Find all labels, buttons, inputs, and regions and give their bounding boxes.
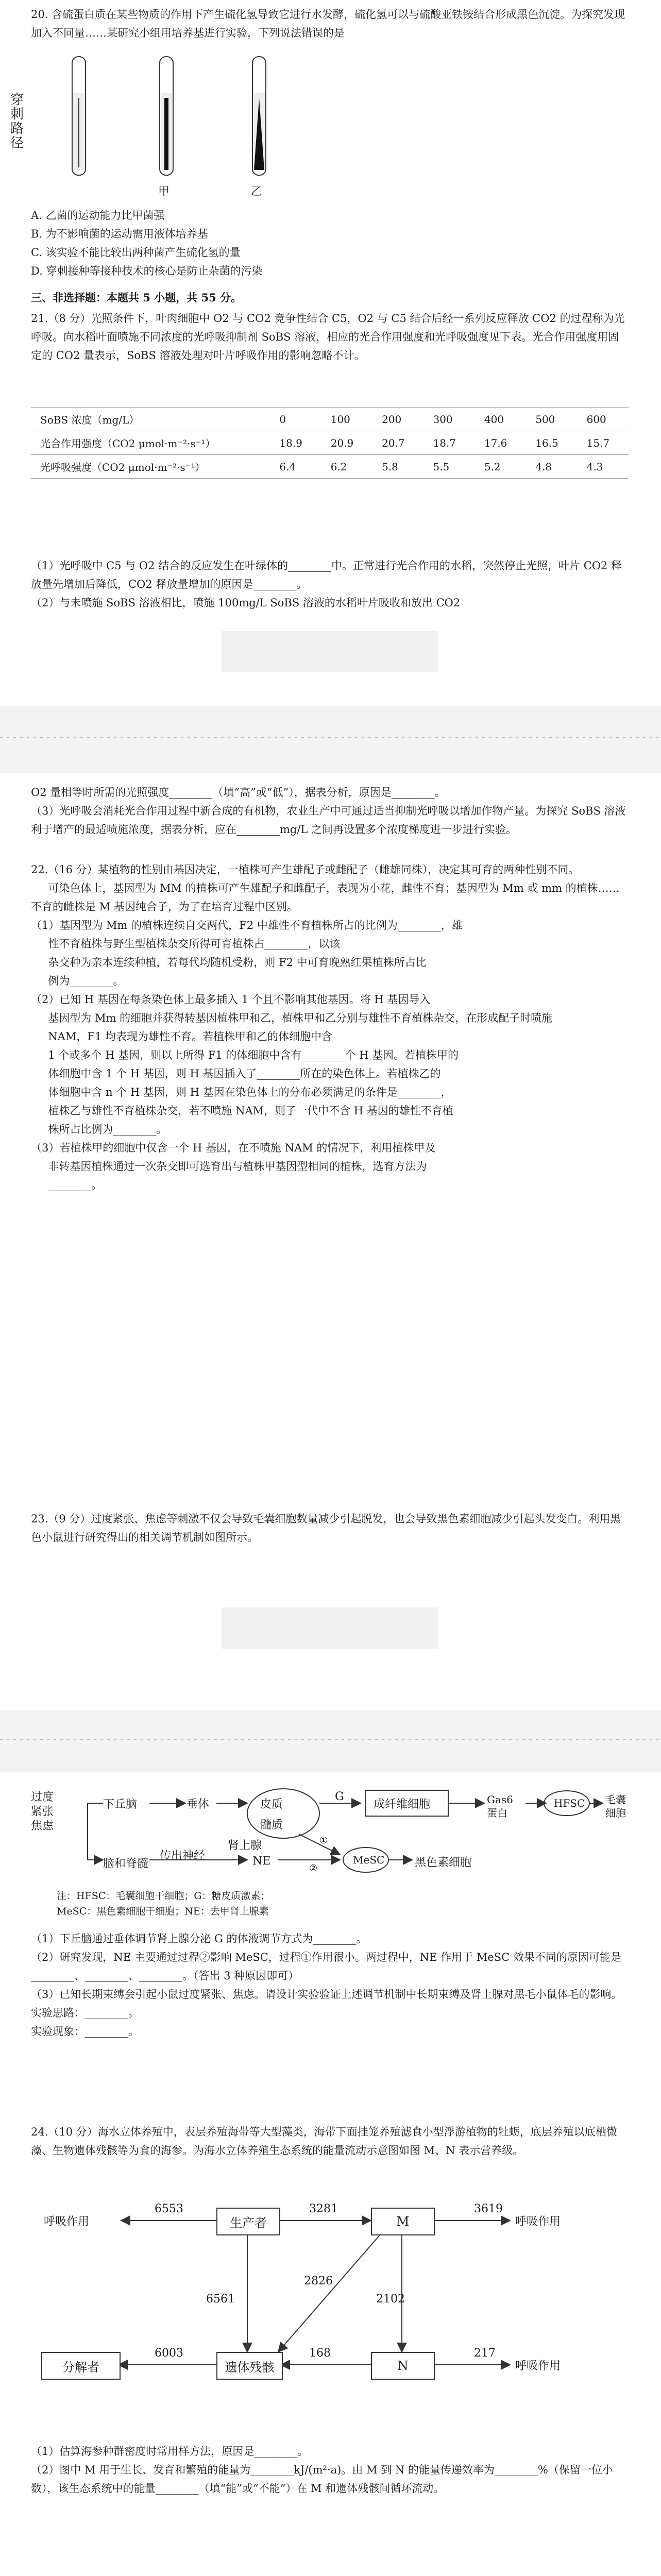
table-cell: 16.5	[526, 431, 577, 455]
node-hair-follicle: 毛囊细胞	[605, 1793, 626, 1819]
sobs-table	[31, 407, 629, 479]
option-a: A. 乙菌的运动能力比甲菌强	[31, 209, 165, 222]
table-cell: 100	[321, 408, 372, 431]
arrow	[278, 2233, 381, 2352]
table-cell: 17.6	[475, 431, 526, 455]
node-efferent-nerve: 传出神经	[160, 1850, 206, 1862]
flow-value: 6553	[155, 2202, 183, 2215]
question-22: 22.（16 分）某植物的性别由基因决定，一植株可产生雄配子或雌配子（雌雄同株），决定其可育的两种性别不同。 可染色体上，基因型为 MM 的植株可产生雄配子和雌配子，表现为小花，雌性不育；基因型为 Mm 或 mm 的植株……不育的雌株是 M 基因纯合子，为了在培育过程中区别。 （1）基因型为 Mm 的植株连续自交两代，F2 中雄性不育植株所占的比例为________，雄 性不育植株与野生型植株杂交所得可育植株占________，以该 杂交种为亲本连续种植，若每代均随机受粉，则 F2 中可育晚熟红果植株所占比 例为________。 （2）已知 H 基因在每条染色体上最多插入 1 个且不影响其他基因。将 H 基因导入 基因型为 Mm 的细胞并获得转基因植株甲和乙，植株甲和乙分别与雄性不育植株杂交，在形成配子时喷施 NAM，F1 均表现为雄性不育。若植株甲和乙的体细胞中含 1 个或多个 H 基因，则以上所得 F1 的体细胞中含有________个 H 基因。若植株甲的 体细胞中含 1 个 H 基因，则 H 基因插入了________所在的染色体上。若植株乙的 体细胞中含 n 个 H 基因，则 H 基因在染色体上的分布必须满足的条件是________， 植株乙与雄性不育植株杂交，若不喷施 NAM，则子一代中不含 H 基因的雄性不育植 株所占比例为________。 （3）若植株甲的细胞中仅含一个 H 基因，在不喷施 NAM 的情况下，利用植株甲及 非转基因植株通过一次杂交即可选育出与植株甲基因型相同的植株，选育方法为 ________。	[31, 863, 620, 1191]
flow-value: 6003	[155, 2347, 183, 2360]
page-3	[0, 1772, 661, 2576]
remains-box: 遗体残骸	[216, 2352, 283, 2380]
tube-2-growth	[164, 98, 168, 170]
arrow-label-2: ②	[309, 1863, 318, 1874]
table-cell: 18.7	[423, 431, 474, 455]
page-separator	[0, 706, 661, 773]
node-fibroblast: 成纤维细胞	[374, 1798, 431, 1811]
table-cell: 光呼吸强度（CO2 μmol·m⁻²·s⁻¹）	[31, 455, 270, 479]
node-g: G	[335, 1790, 344, 1803]
flow-value: 2102	[376, 2293, 405, 2306]
flow-value: 3619	[474, 2202, 503, 2215]
respiration-label: 呼吸作用	[515, 2360, 561, 2372]
flow-value: 6561	[206, 2293, 235, 2306]
respiration-label: 呼吸作用	[515, 2215, 561, 2228]
question-23: 23.（9 分）过度紧张、焦虑等刺激不仅会导致毛囊细胞数量减少引起脱发，也会导致黑色素细胞减少引起头发变白。利用黑色小鼠进行研究得出的相关调节机制如图所示。	[31, 1513, 621, 1544]
flow-value: 217	[474, 2347, 496, 2360]
flow-value: 2826	[304, 2275, 333, 2287]
option-d: D. 穿刺接种等接种技术的核心是防止杂菌的污染	[31, 265, 263, 277]
node-brain-spine: 脑和脊髓	[103, 1857, 149, 1870]
table-cell: 400	[475, 408, 526, 431]
table-cell: 5.2	[475, 455, 526, 479]
options-list	[31, 206, 598, 280]
flow-value: 3281	[309, 2202, 338, 2215]
table-cell: 20.9	[321, 431, 372, 455]
node-pituitary: 垂体	[187, 1798, 210, 1811]
question-24-subparts: （1）估算海参种群密度时常用样方法，原因是________。 （2）图中 M 用于生长、发育和繁殖的能量为________kJ/(m²·a)。由 M 到 N 的能量传递效率为________%（保留一位小数），该生态系统中的能量________（填“能”或“不能”）在 M 和遗体残骸间循环流动。	[31, 2445, 613, 2495]
question-21: 21.（8 分）光照条件下，叶肉细胞中 O2 与 CO2 竞争性结合 C5，O2 与 C5 结合后经一系列反应释放 CO2 的过程称为光呼吸。向水稻叶面喷施不同浓度的光呼吸抑制剂 SoBS 溶液，相应的光合作用强度和光呼吸强度见下表。光合作用强度用固定的 CO2 量表示，SoBS 溶液处理对叶片呼吸作用的影响忽略不计。	[31, 312, 625, 362]
table-cell: 5.8	[372, 455, 423, 479]
question-23-subparts: （1）下丘脑通过垂体调节肾上腺分泌 G 的体液调节方式为________。 （2）研究发现，NE 主要通过过程②影响 MeSC，过程①作用很小。两过程中，NE 作用于 MeSC 效果不同的原因可能是________、________、________。（答出 3 种原因即可） （3）已知长期束缚会引起小鼠过度紧张、焦虑。请设计实验验证上述调节机制中长期束缚及肾上腺对黑毛小鼠体毛的影响。 实验思路：________。 实验现象：________。	[31, 1933, 622, 2038]
table-cell: 500	[526, 408, 577, 431]
table-cell: 4.8	[526, 455, 577, 479]
node-mesc: MeSC	[353, 1854, 385, 1866]
flow-value: 168	[309, 2347, 331, 2360]
m-box: M	[371, 2208, 435, 2235]
table-cell: 600	[578, 408, 629, 431]
table-cell: SoBS 浓度（mg/L）	[31, 408, 270, 431]
table-cell: 18.9	[270, 431, 321, 455]
node-hfsc: HFSC	[554, 1797, 585, 1809]
table-cell: 光合作用强度（CO2 μmol·m⁻²·s⁻¹）	[31, 431, 270, 455]
table-header	[31, 408, 629, 431]
question-20: 20. 含硫蛋白质在某些物质的作用下产生硫化氢导致它进行水发酵，硫化氢可以与硫酸亚铁铵结合形成黑色沉淀。为探究发现加入不同量……某研究小组用培养基进行实验，下列说法错误的是	[31, 8, 625, 39]
table-cell: 4.3	[578, 455, 629, 479]
table-row	[31, 455, 629, 479]
answer-placeholder-box	[222, 631, 438, 672]
page-2	[0, 773, 661, 1710]
question-24: 24.（10 分）海水立体养殖中，表层养殖海带等大型藻类，海带下面挂笼养殖滤食小型浮游植物的牡蛎，底层养殖以底栖微藻、生物遗体残骸等为食的海参。为海水立体养殖生态系统的能量流动示意图如图 M、N 表示营养级。	[31, 2126, 617, 2157]
node-melanocyte: 黑色素细胞	[415, 1856, 472, 1869]
n-box: N	[371, 2352, 435, 2380]
node-cortex: 皮质	[260, 1798, 283, 1811]
table-cell: 15.7	[578, 431, 629, 455]
table-cell: 200	[372, 408, 423, 431]
tube-label-stab-path: 穿刺路径	[10, 92, 24, 151]
node-hypothalamus: 下丘脑	[103, 1798, 138, 1811]
table-cell: 300	[423, 408, 474, 431]
table-cell: 6.2	[321, 455, 372, 479]
node-source: 过度紧张焦虑	[31, 1791, 54, 1833]
node-medulla: 髓质	[260, 1819, 283, 1832]
dotted-divider	[0, 737, 661, 738]
node-gas6: Gas6蛋白	[487, 1793, 513, 1819]
table-cell: 5.5	[423, 455, 474, 479]
table-cell: 6.4	[270, 455, 321, 479]
question-21-subparts: （1）光呼吸中 C5 与 O2 结合的反应发生在叶绿体的________中。正常进行光合作用的水稻，突然停止光照，叶片 CO2 释放量先增加后降低，CO2 释放量增加的原因是________。 （2）与未喷施 SoBS 溶液相比，喷施 100mg/L SoBS 溶液的水稻叶片吸收和放出 CO2	[31, 560, 622, 609]
option-c: C. 该实验不能比较出两种菌产生硫化氢的量	[31, 246, 241, 259]
section-title: 三、非选择题：本题共 5 小题，共 55 分。	[31, 291, 242, 304]
table-row	[31, 431, 629, 455]
diagram-legend-2: MeSC：黑色素细胞干细胞；NE：去甲肾上腺素	[57, 1906, 269, 1917]
tube-label-jia: 甲	[158, 185, 170, 198]
tube-label-yi: 乙	[251, 185, 263, 198]
energy-flow-diagram	[31, 2200, 629, 2416]
table-cell: 0	[270, 408, 321, 431]
node-ne: NE	[252, 1855, 271, 1868]
respiration-label: 呼吸作用	[44, 2215, 90, 2228]
page-1	[0, 0, 661, 706]
page-separator	[0, 1710, 661, 1772]
table-cell: 20.7	[372, 431, 423, 455]
option-b: B. 为不影响菌的运动需用液体培养基	[31, 228, 208, 240]
decomposer-box: 分解者	[41, 2352, 121, 2380]
answer-placeholder-box	[222, 1607, 438, 1649]
node-adrenal: 肾上腺	[228, 1839, 262, 1852]
question-21-continued: O2 量相等时所需的光照强度________（填“高”或“低”），据表分析，原因是________。 （3）光呼吸会消耗光合作用过程中新合成的有机物，农业生产中可通过适当抑制光呼吸以增加作物产量。为探究 SoBS 溶液利于增产的最适喷施浓度，据表分析，应在________mg/L 之间再设置多个浓度梯度进一步进行实验。	[31, 786, 626, 836]
dotted-divider	[0, 1739, 661, 1740]
producer-box: 生产者	[216, 2208, 280, 2235]
arrow-label-1: ①	[319, 1835, 328, 1846]
diagram-legend-1: 注：HFSC：毛囊细胞干细胞；G：糖皮质激素；	[57, 1890, 270, 1902]
adrenal-ellipse	[247, 1789, 319, 1838]
